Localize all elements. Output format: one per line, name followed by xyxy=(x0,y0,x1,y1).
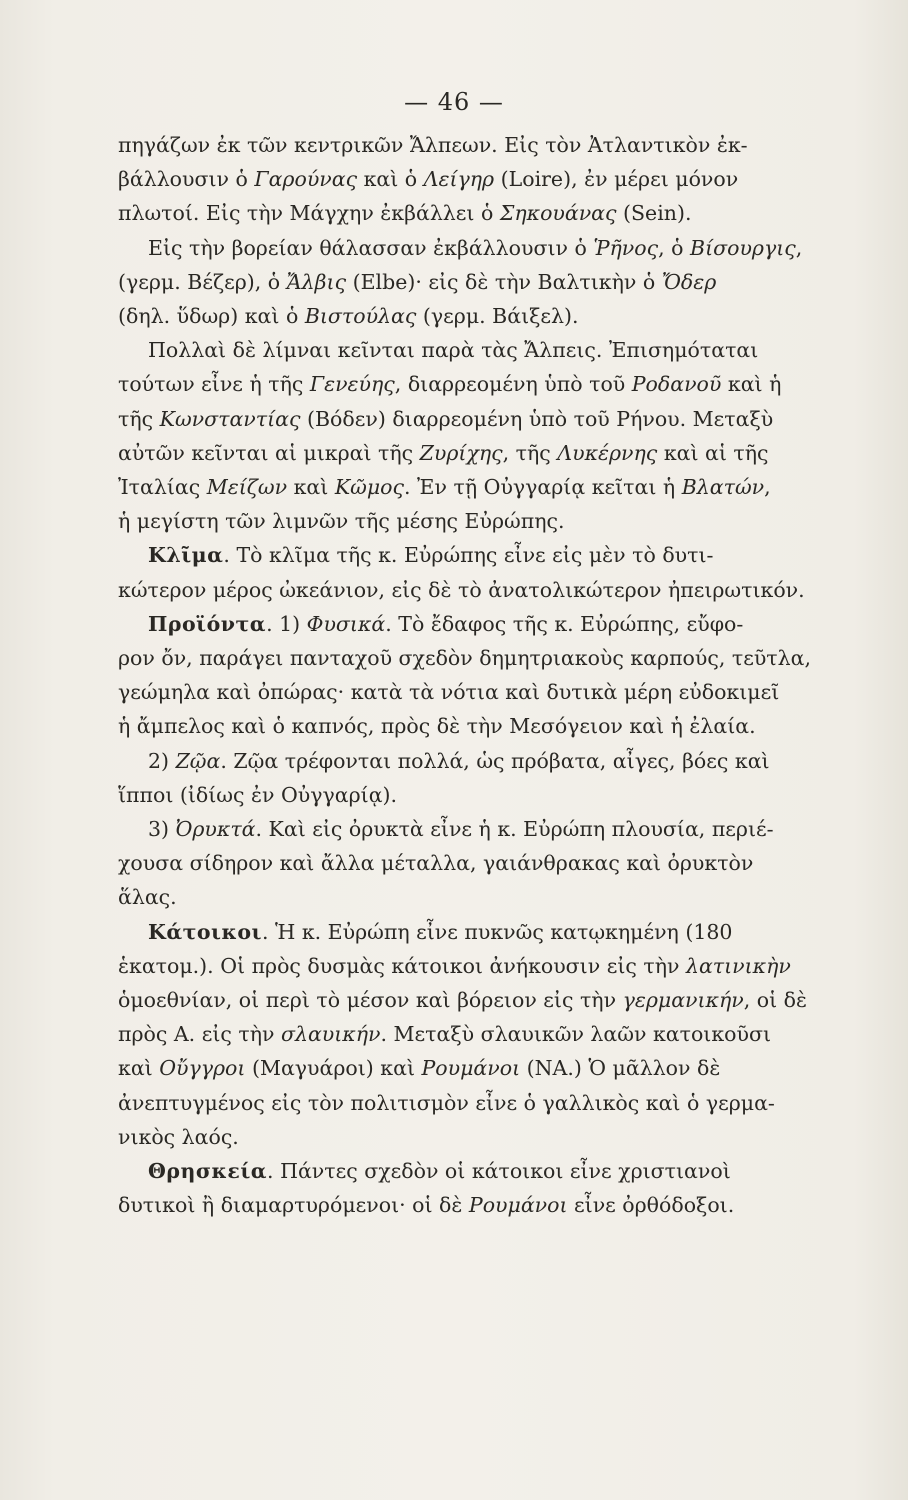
text-segment: (ΝΑ.) Ὁ μᾶλλον δὲ xyxy=(520,1056,721,1081)
text-line xyxy=(118,504,858,538)
text-line xyxy=(118,402,858,436)
text-segment: Εἰς τὴν βορείαν θάλασσαν ἐκβάλλουσιν ὁ xyxy=(148,235,594,260)
text-segment: (γερμ. Βάιξελ). xyxy=(416,304,579,329)
text-segment: 3) xyxy=(148,817,176,842)
text-line xyxy=(118,983,858,1017)
text-line xyxy=(118,744,858,778)
text-segment: Οὔγγροι xyxy=(159,1056,246,1081)
text-segment: Μείζων xyxy=(206,475,288,500)
text-segment: (Loire), ἐν μέρει μόνον xyxy=(494,167,739,192)
text-segment: , οἱ δὲ xyxy=(743,988,808,1013)
text-line xyxy=(118,812,858,846)
text-segment: . Τὸ κλῖμα τῆς κ. Εὐρώπης εἶνε εἰς μὲν τὸ δυτι- xyxy=(223,543,714,568)
text-segment: Λυκέρνης xyxy=(557,440,658,465)
text-segment: . Μεταξὺ σλαυικῶν λαῶν κατοικοῦσι xyxy=(380,1022,771,1047)
text-segment: Βιστούλας xyxy=(304,304,417,329)
text-line xyxy=(118,470,858,504)
text-segment: . Τὸ ἔδαφος τῆς κ. Εὐρώπης, εὔφο- xyxy=(385,611,744,636)
text-segment: καὶ ὁ xyxy=(357,167,424,192)
text-segment: Ὄδερ xyxy=(661,269,717,294)
text-segment: Ρουμάνοι xyxy=(421,1056,521,1081)
text-segment: Ζυρίχης xyxy=(419,440,503,465)
text-line xyxy=(118,1086,858,1120)
text-segment: ἡ ἄμπελος καὶ ὁ καπνός, πρὸς δὲ τὴν Μεσόγειον καὶ ἡ ἐλαία. xyxy=(118,714,756,739)
text-segment: δυτικοὶ ἢ διαμαρτυρόμενοι· οἱ δὲ xyxy=(118,1193,469,1218)
text-segment: Γαρούνας xyxy=(254,167,358,192)
text-line xyxy=(118,162,858,196)
text-line xyxy=(118,1154,858,1188)
text-segment: Κωνσταντίας xyxy=(159,406,301,431)
page-number: — 46 — xyxy=(404,88,504,116)
text-line xyxy=(118,846,858,880)
text-segment: Κῶμος xyxy=(334,475,404,500)
text-segment: κώτερον μέρος ὠκεάνιον, εἰς δὲ τὸ ἀνατολικώτερον ἠπειρωτικόν. xyxy=(118,577,805,602)
text-segment: Πολλαὶ δὲ λίμναι κεῖνται παρὰ τὰς Ἄλπεις. Ἐπισημόταται xyxy=(148,338,759,363)
text-segment: Ἄλβις xyxy=(286,269,347,294)
text-segment: , xyxy=(795,235,803,260)
text-segment: καὶ ἡ xyxy=(721,372,782,397)
text-line xyxy=(118,538,858,572)
text-segment: Ζῷα xyxy=(175,748,221,773)
text-line xyxy=(118,641,858,675)
text-segment: Βλατών xyxy=(681,475,765,500)
text-line xyxy=(118,436,858,470)
text-line xyxy=(118,231,858,265)
text-line xyxy=(118,915,858,949)
text-segment: καὶ xyxy=(118,1056,160,1081)
text-segment: αὐτῶν κεῖνται αἱ μικραὶ τῆς xyxy=(118,440,420,465)
text-segment: ἡ μεγίστη τῶν λιμνῶν τῆς μέσης Εὐρώπης. xyxy=(118,509,565,534)
text-segment: εἶνε ὀρθόδοξοι. xyxy=(567,1193,735,1218)
text-segment: σλαυικήν xyxy=(280,1022,381,1047)
text-line xyxy=(118,573,858,607)
text-line xyxy=(118,1051,858,1085)
text-segment: πλωτοί. Εἰς τὴν Μάγχην ἐκβάλλει ὁ xyxy=(118,201,500,226)
text-segment: ἵπποι (ἰδίως ἐν Οὐγγαρίᾳ). xyxy=(118,782,398,807)
text-segment: ἀνεπτυγμένος εἰς τὸν πολιτισμὸν εἶνε ὁ γαλλικὸς καὶ ὁ γερμα- xyxy=(118,1090,775,1115)
text-segment: Ρουμάνοι xyxy=(468,1193,568,1218)
text-segment: Βίσουργις xyxy=(690,235,796,260)
text-segment: Σηκουάνας xyxy=(499,201,617,226)
text-segment: (δηλ. ὕδωρ) καὶ ὁ xyxy=(118,304,305,329)
text-segment: 2) xyxy=(148,748,176,773)
text-segment: λατινικὴν xyxy=(685,953,791,978)
section-heading: Προϊόντα xyxy=(148,611,267,636)
text-segment: (Μαγυάροι) καὶ xyxy=(245,1056,422,1081)
text-segment: πρὸς Α. εἰς τὴν xyxy=(118,1022,281,1047)
section-heading: Κλῖμα xyxy=(148,543,224,568)
text-segment: πηγάζων ἐκ τῶν κεντρικῶν Ἄλπεων. Εἰς τὸν Ἀτλαντικὸν ἐκ- xyxy=(118,133,748,157)
text-line xyxy=(118,778,858,812)
text-segment: βάλλουσιν ὁ xyxy=(118,167,255,192)
text-segment: , xyxy=(764,475,771,500)
text-line xyxy=(118,128,858,162)
text-line xyxy=(118,880,858,914)
text-segment: (Sein). xyxy=(616,201,692,226)
text-segment: νικὸς λαός. xyxy=(118,1124,239,1149)
text-segment: γερμανικήν xyxy=(622,988,744,1013)
text-segment: . 1) xyxy=(266,611,307,636)
text-line xyxy=(118,949,858,983)
text-segment: . Ζῷα τρέφονται πολλά, ὡς πρόβατα, αἶγες, βόες καὶ xyxy=(220,748,770,773)
text-segment: , τῆς xyxy=(502,440,558,465)
text-segment: Ροδανοῦ xyxy=(631,372,722,397)
text-segment: τῆς xyxy=(118,406,160,431)
text-segment: καὶ xyxy=(287,475,335,500)
text-segment: Ἰταλίας xyxy=(118,475,207,500)
body-text xyxy=(118,128,858,1223)
text-segment: τούτων εἶνε ἡ τῆς xyxy=(118,372,310,397)
text-segment: γεώμηλα καὶ ὀπώρας· κατὰ τὰ νότια καὶ δυτικὰ μέρη εὐδοκιμεῖ xyxy=(118,680,780,705)
text-segment: (γερμ. Βέζερ), ὁ xyxy=(118,269,287,294)
text-segment: . Πάντες σχεδὸν οἱ κάτοικοι εἶνε χριστιανοὶ xyxy=(267,1159,731,1184)
text-segment: Γενεύης xyxy=(309,372,395,397)
text-line xyxy=(118,675,858,709)
text-segment: Ὀρυκτά xyxy=(175,817,256,842)
text-line xyxy=(118,299,858,333)
text-line xyxy=(118,1120,858,1154)
text-line xyxy=(118,196,858,230)
text-segment: ἅλας. xyxy=(118,885,177,910)
text-segment: . Ἐν τῇ Οὐγγαρίᾳ κεῖται ἡ xyxy=(404,475,682,500)
text-segment: , ὁ xyxy=(658,235,690,260)
section-heading: Κάτοικοι xyxy=(148,919,262,944)
text-line xyxy=(118,1017,858,1051)
text-segment: χουσα σίδηρον καὶ ἄλλα μέταλλα, γαιάνθρακας καὶ ὀρυκτὸν xyxy=(118,851,754,876)
text-line xyxy=(118,367,858,401)
text-segment: Φυσικά xyxy=(306,611,386,636)
text-segment: ὁμοεθνίαν, οἱ περὶ τὸ μέσον καὶ βόρειον εἰς τὴν xyxy=(118,988,623,1013)
text-segment: . Ἡ κ. Εὐρώπη εἶνε πυκνῶς κατῳκημένη (180 xyxy=(261,919,733,944)
section-heading: Θρησκεία xyxy=(148,1159,268,1184)
text-line xyxy=(118,1188,858,1222)
text-line xyxy=(118,333,858,367)
text-segment: Λείγηρ xyxy=(423,167,495,192)
text-line xyxy=(118,607,858,641)
text-line xyxy=(118,265,858,299)
text-segment: ρον ὄν, παράγει πανταχοῦ σχεδὸν δημητριακοὺς καρπούς, τεῦτλα, xyxy=(118,646,811,671)
text-segment: ἑκατομ.). Οἱ πρὸς δυσμὰς κάτοικοι ἀνήκουσιν εἰς τὴν xyxy=(118,953,686,978)
text-segment: (Βόδεν) διαρρεομένη ὑπὸ τοῦ Ρήνου. Μεταξὺ xyxy=(300,406,774,431)
text-segment: . Καὶ εἰς ὀρυκτὰ εἶνε ἡ κ. Εὐρώπη πλουσία, περιέ- xyxy=(255,817,774,842)
text-segment: καὶ αἱ τῆς xyxy=(657,440,769,465)
text-segment: , διαρρεομένη ὑπὸ τοῦ xyxy=(394,372,632,397)
text-segment: Ῥῆνος xyxy=(593,235,659,260)
text-line xyxy=(118,709,858,743)
text-segment: (Elbe)· εἰς δὲ τὴν Βαλτικὴν ὁ xyxy=(346,269,662,294)
